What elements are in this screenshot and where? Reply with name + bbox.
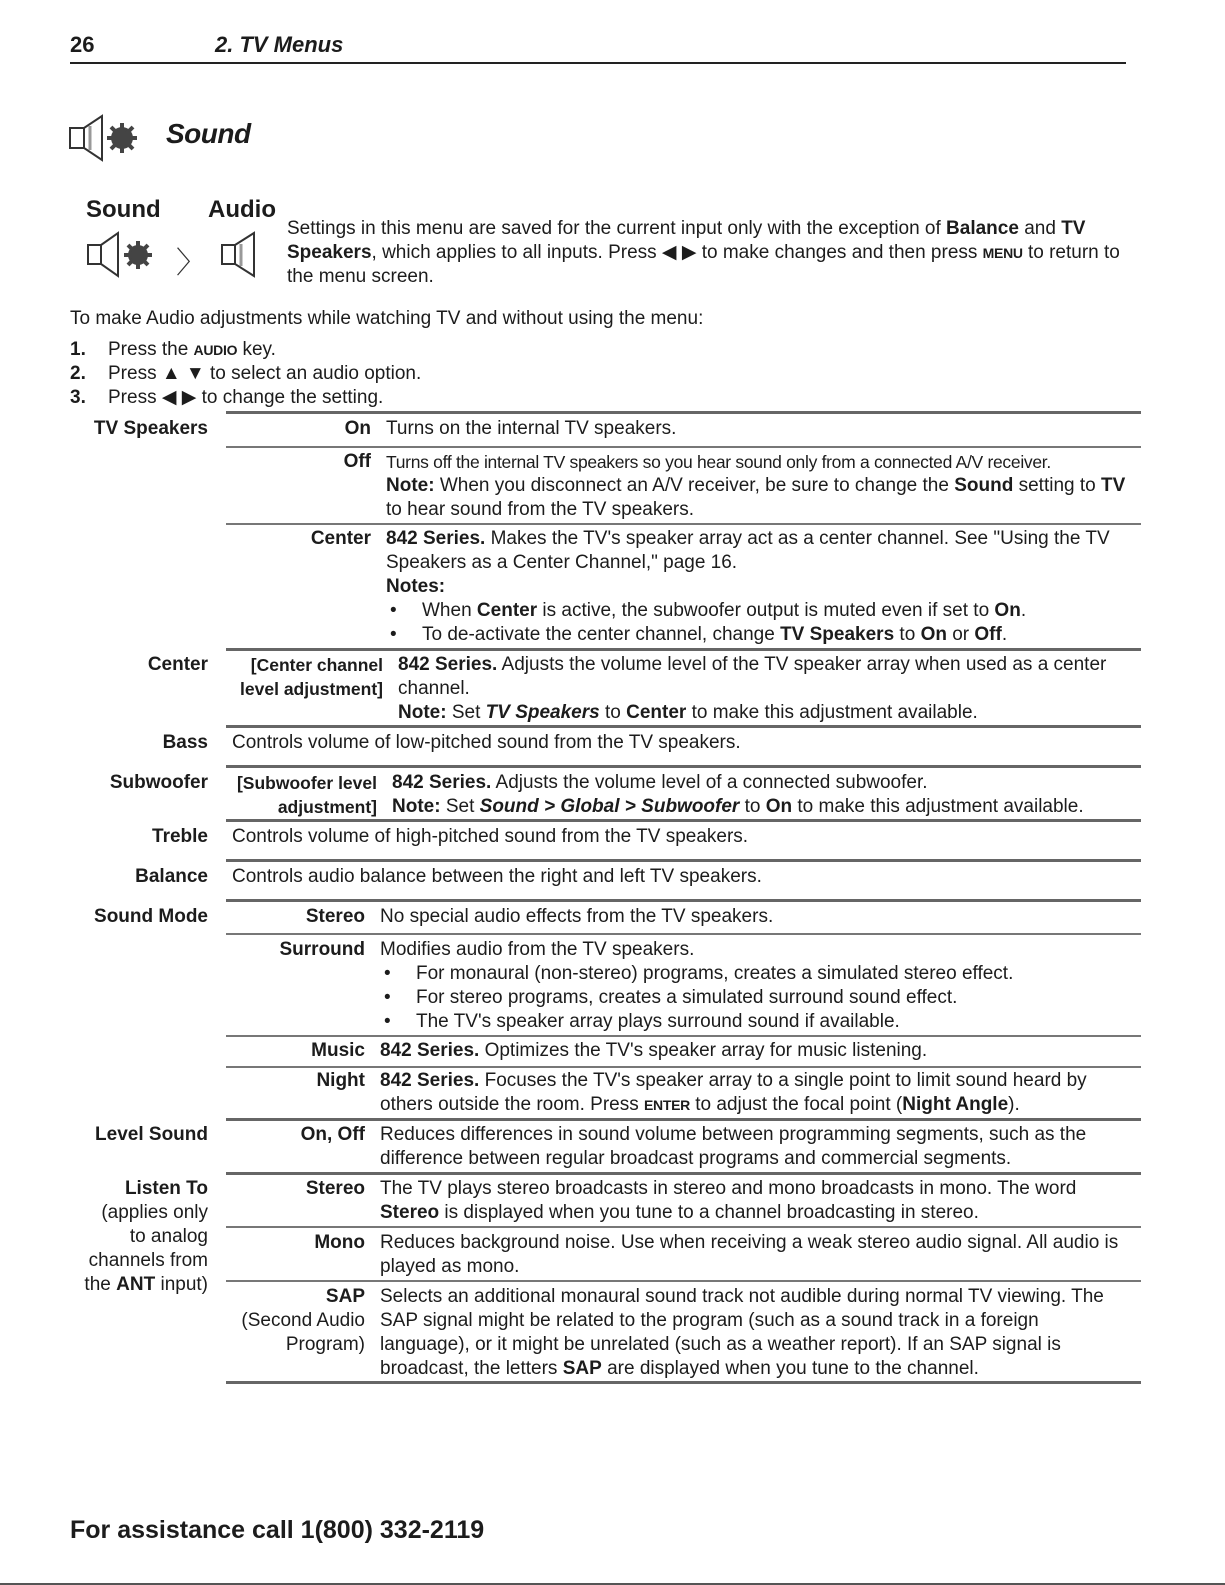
setting-label-center: Center [147, 654, 208, 675]
row-divider [226, 648, 1141, 651]
option-center-desc: 842 Series. Makes the TV's speaker array act as a center channel. See "Using the TV Speakers as a Center Channel," page 16. Notes: • When Center is active, the subwoofer output is muted even if set to On. • To de-activate the center channel, change TV Speakers to On or Off. [386, 527, 1138, 647]
sap-desc: Selects an additional monaural sound track not audible during normal TV viewing. The SAP signal might be related to the program (such as a sound track in a foreign language), or it might be unrelated (such as a weather report). If an SAP signal is broadcast, the letters SAP are displayed when you tune to the channel. [380, 1286, 1104, 1379]
option-night-desc: 842 Series. Focuses the TV's speaker array to a single point to limit sound heard by others outside the room. Press ENTER to adjust the focal point (Night Angle). [380, 1070, 1087, 1115]
chevron-right-icon: 〉 [176, 247, 206, 280]
treble-desc: Controls volume of high-pitched sound from the TV speakers. [232, 826, 749, 847]
option-center: Center [310, 528, 371, 549]
row-divider [226, 411, 1141, 414]
row-divider [226, 446, 1141, 448]
assistance-footer: For assistance call 1(800) 332-2119 [70, 1516, 485, 1544]
option-on-desc: Turns on the internal TV speakers. [386, 418, 677, 439]
menu-path-sound: Sound [86, 196, 161, 223]
row-divider [226, 1280, 1141, 1282]
option-night: Night [316, 1070, 365, 1091]
step-2: 2. Press ▲ ▼ to select an audio option. [70, 363, 422, 384]
row-divider [226, 1118, 1141, 1121]
setting-label-sound-mode: Sound Mode [94, 906, 208, 927]
row-divider [226, 899, 1141, 902]
center-level-desc: 842 Series. Adjusts the volume level of the TV speaker array when used as a center channel. Note: Set TV Speakers to Center to make this adjustment available. [398, 654, 1107, 723]
sound-menu-icon [86, 230, 162, 278]
step-3: 3. Press ◀ ▶ to change the setting. [70, 387, 384, 408]
option-sap: SAP (Second Audio Program) [241, 1286, 365, 1355]
mono-desc: Reduces background noise. Use when receiving a weak stereo audio signal. All audio is played as mono. [380, 1232, 1119, 1277]
menu-path-audio: Audio [208, 196, 276, 223]
row-divider [226, 725, 1141, 728]
setting-label-treble: Treble [152, 826, 208, 847]
row-divider [226, 1226, 1141, 1228]
option-music: Music [311, 1040, 365, 1061]
row-divider [226, 765, 1141, 768]
balance-desc: Controls audio balance between the right and left TV speakers. [232, 866, 762, 887]
option-off: Off [343, 451, 371, 472]
option-stereo: Stereo [305, 906, 365, 927]
bass-desc: Controls volume of low-pitched sound from the TV speakers. [232, 732, 741, 753]
option-on-off: On, Off [300, 1124, 365, 1145]
row-divider [226, 933, 1141, 935]
option-subwoofer-level: [Subwoofer level adjustment] [236, 773, 377, 817]
option-mono: Mono [314, 1232, 365, 1253]
setting-label-tv-speakers: TV Speakers [93, 418, 208, 439]
row-divider [226, 1172, 1141, 1175]
intro-paragraph: Settings in this menu are saved for the current input only with the exception of Balance and TV Speakers, which applies to all inputs. Press ◀ ▶ to make changes and then press MENU to return to the menu screen. [287, 218, 1120, 287]
row-divider [226, 819, 1141, 822]
row-divider [226, 523, 1141, 525]
row-divider [226, 1035, 1141, 1037]
audio-speaker-icon [218, 230, 264, 278]
steps-list [70, 338, 421, 410]
page-title: Sound [166, 118, 251, 149]
level-sound-desc: Reduces differences in sound volume between programming segments, such as the difference between regular broadcast programs and commercial segments. [380, 1124, 1087, 1169]
setting-label-subwoofer: Subwoofer [109, 772, 208, 793]
option-surround-desc: Modifies audio from the TV speakers. • For monaural (non-stereo) programs, creates a simulated stereo effect. • For stereo programs, creates a simulated surround sound effect. • The TV's speaker array plays surround sound if available. [380, 938, 1135, 1034]
setting-label-bass: Bass [162, 732, 208, 753]
instructions-intro: To make Audio adjustments while watching TV and without using the menu: [70, 308, 704, 329]
step-1: 1. Press the AUDIO key. [70, 339, 276, 360]
option-music-desc: 842 Series. Optimizes the TV's speaker array for music listening. [380, 1040, 928, 1061]
setting-label-level-sound: Level Sound [95, 1124, 208, 1145]
page-header [70, 32, 1126, 64]
option-surround: Surround [279, 939, 365, 960]
table-bottom-rule [226, 1381, 1141, 1384]
option-stereo-desc: No special audio effects from the TV speakers. [380, 906, 774, 927]
option-on: On [344, 418, 371, 439]
row-divider [226, 859, 1141, 862]
setting-label-balance: Balance [135, 866, 208, 887]
section-title: 2. TV Menus [215, 32, 344, 57]
row-divider [226, 1066, 1141, 1068]
option-off-desc: Turns off the internal TV speakers so you hear sound only from a connected A/V receiver. Note: When you disconnect an A/V receiver, be sure to change the Sound setting to TV to hear sound from the TV speakers. [386, 452, 1126, 520]
option-listen-stereo: Stereo [305, 1178, 365, 1199]
option-center-channel-level: [Center channel level adjustment] [240, 655, 383, 699]
subwoofer-desc: 842 Series. Adjusts the volume level of a connected subwoofer. Note: Set Sound > Global > Subwoofer to On to make this adjustment available. [392, 772, 1084, 817]
setting-label-listen-to: Listen To (applies only to analog channels from the ANT input) [84, 1178, 208, 1295]
speaker-settings-icon [68, 112, 150, 162]
page-number: 26 [70, 32, 95, 57]
listen-stereo-desc: The TV plays stereo broadcasts in stereo and mono broadcasts in mono. The word Stereo is displayed when you tune to a channel broadcasting in stereo. [380, 1178, 1077, 1223]
